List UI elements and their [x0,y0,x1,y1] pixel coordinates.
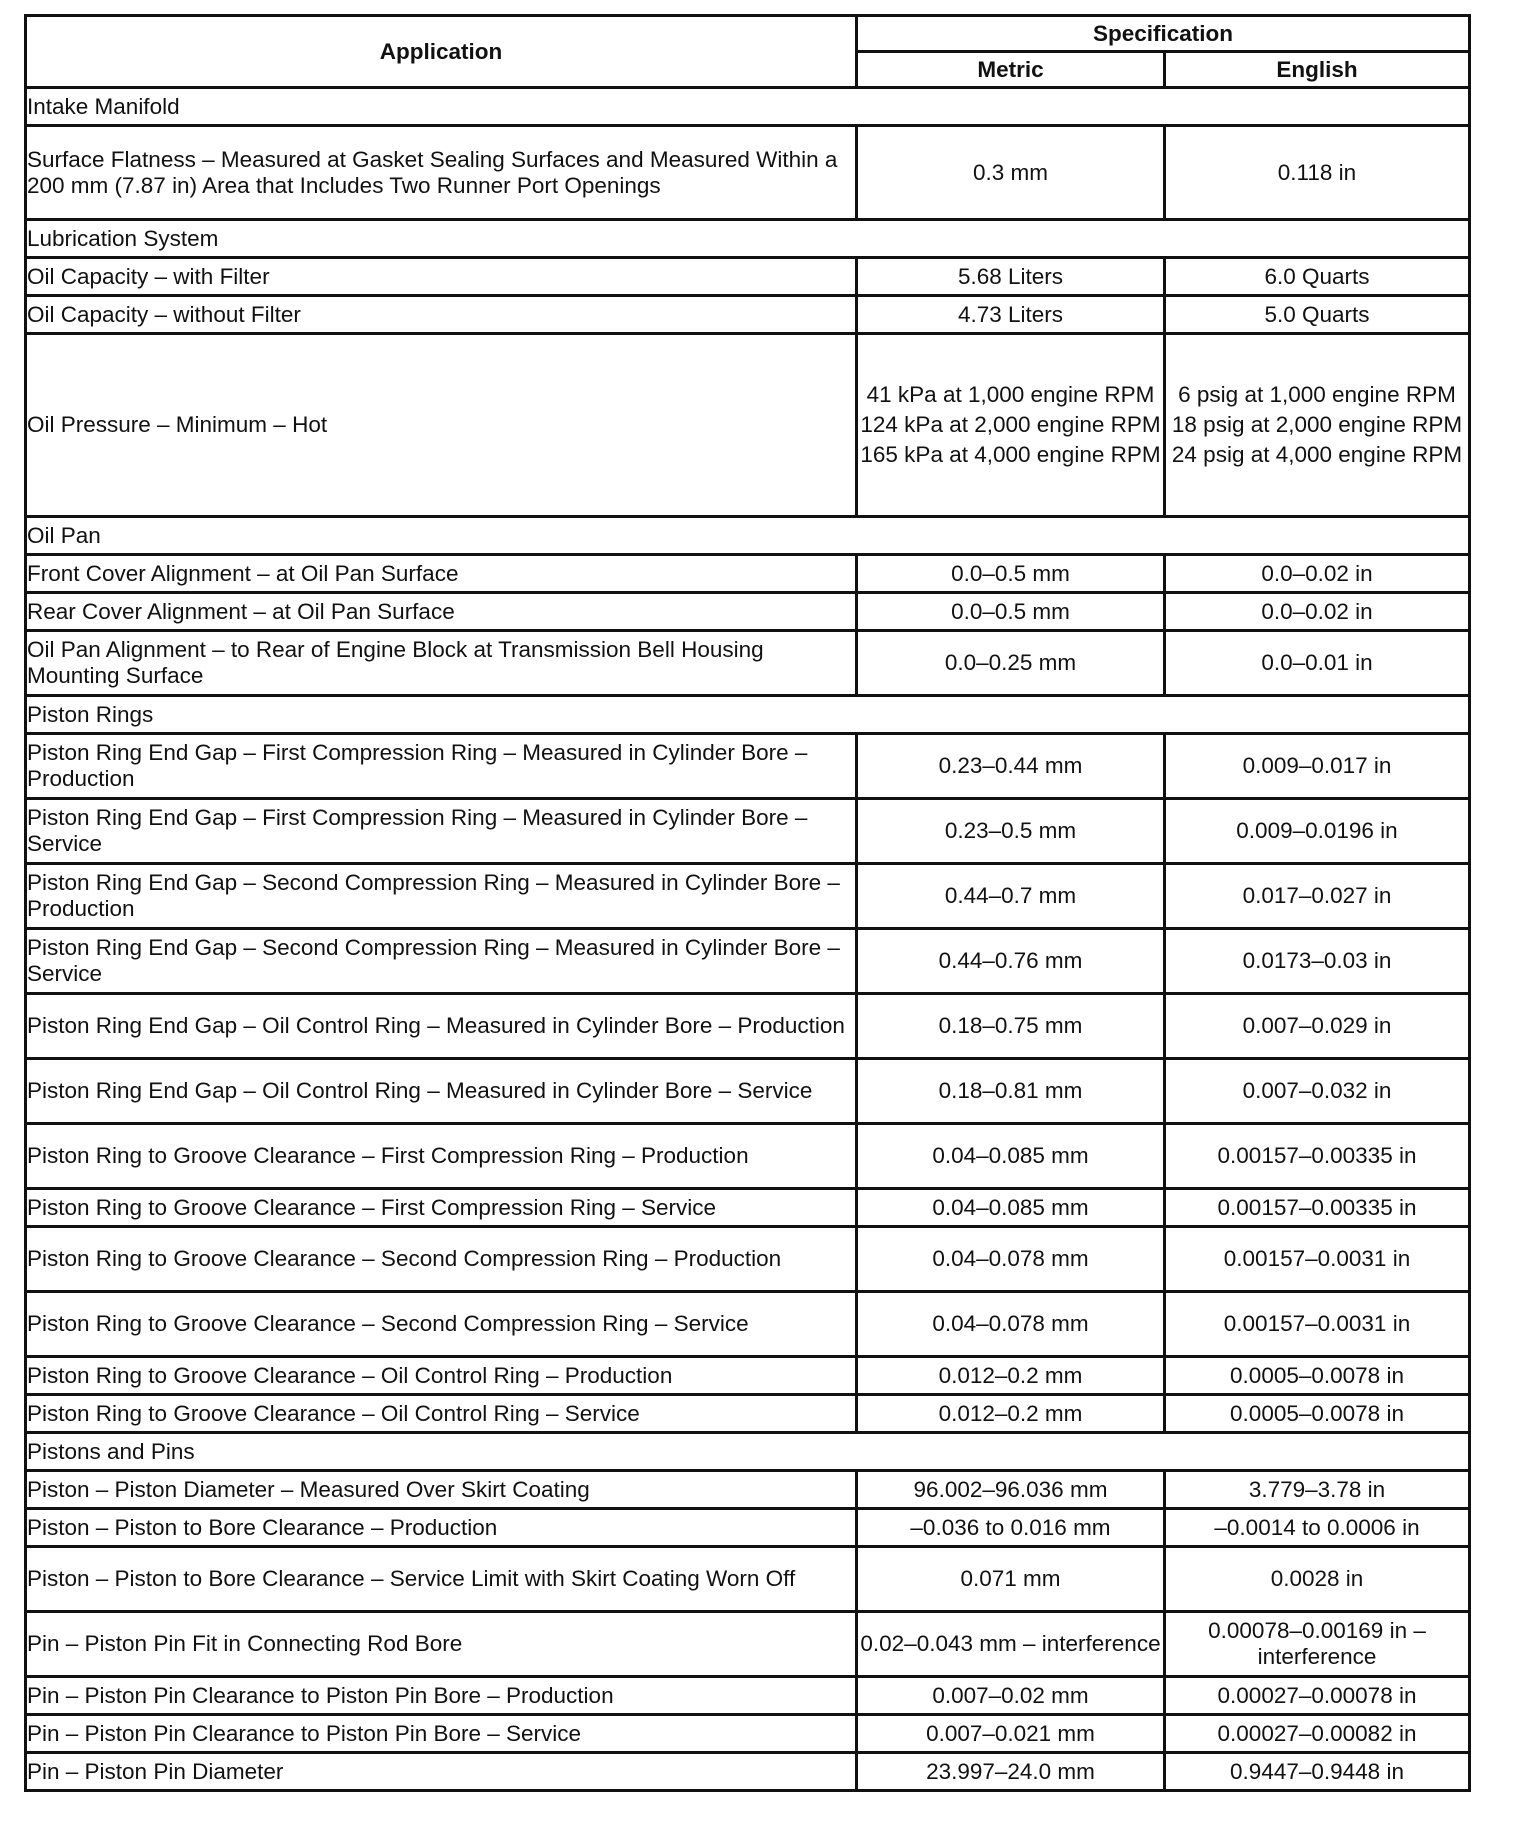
pressure-value: 124 kPa at 2,000 engine RPM [860,412,1161,437]
english-cell: 6.0 Quarts [1165,258,1470,296]
english-cell: 0.007–0.032 in [1165,1059,1470,1124]
application-cell: Oil Capacity – with Filter [26,258,857,296]
table-row [26,1395,1470,1433]
application-cell: Oil Capacity – without Filter [26,296,857,334]
metric-cell: 96.002–96.036 mm [857,1471,1165,1509]
application-header: Application [26,16,857,88]
section-title: Lubrication System [26,220,1470,258]
application-cell: Piston Ring End Gap – Oil Control Ring – Measured in Cylinder Bore – Production [26,994,857,1059]
application-cell: Surface Flatness – Measured at Gasket Sealing Surfaces and Measured Within a 200 mm (7.87 in) Area that Includes Two Runner Port Openings [26,126,857,220]
pressure-value: 6 psig at 1,000 engine RPM [1178,382,1456,407]
table-row [26,126,1470,220]
english-cell: 0.0–0.02 in [1165,555,1470,593]
application-cell: Piston Ring to Groove Clearance – First Compression Ring – Service [26,1189,857,1227]
table-row [26,1124,1470,1189]
metric-cell: 0.18–0.81 mm [857,1059,1165,1124]
table-row [26,1509,1470,1547]
pressure-value: 165 kPa at 4,000 engine RPM [860,442,1161,467]
metric-cell: 0.007–0.021 mm [857,1715,1165,1753]
english-cell: 0.00157–0.00335 in [1165,1124,1470,1189]
english-cell: 0.00157–0.0031 in [1165,1227,1470,1292]
metric-cell: 5.68 Liters [857,258,1165,296]
application-cell: Piston Ring End Gap – Second Compression Ring – Measured in Cylinder Bore – Production [26,864,857,929]
english-cell: 0.00027–0.00078 in [1165,1677,1470,1715]
metric-cell: –0.036 to 0.016 mm [857,1509,1165,1547]
application-cell: Piston – Piston to Bore Clearance – Production [26,1509,857,1547]
application-cell: Piston Ring End Gap – Second Compression Ring – Measured in Cylinder Bore – Service [26,929,857,994]
table-row [26,799,1470,864]
section-row [26,88,1470,126]
application-cell: Piston Ring End Gap – First Compression Ring – Measured in Cylinder Bore – Production [26,734,857,799]
section-title: Piston Rings [26,696,1470,734]
application-cell: Oil Pressure – Minimum – Hot [26,334,857,517]
english-cell: 0.009–0.017 in [1165,734,1470,799]
specification-table [24,14,1471,1792]
metric-cell: 0.0–0.5 mm [857,593,1165,631]
metric-cell: 0.44–0.76 mm [857,929,1165,994]
metric-cell: 0.18–0.75 mm [857,994,1165,1059]
table-row [26,1547,1470,1612]
application-cell: Piston Ring to Groove Clearance – Second Compression Ring – Production [26,1227,857,1292]
english-cell: 3.779–3.78 in [1165,1471,1470,1509]
table-row [26,1471,1470,1509]
application-cell: Piston Ring End Gap – First Compression Ring – Measured in Cylinder Bore – Service [26,799,857,864]
table-row [26,1715,1470,1753]
metric-cell: 0.23–0.5 mm [857,799,1165,864]
metric-cell: 0.02–0.043 mm – interference [857,1612,1165,1677]
table-row [26,929,1470,994]
pressure-value: 18 psig at 2,000 engine RPM [1171,412,1463,437]
metric-cell: 0.44–0.7 mm [857,864,1165,929]
metric-cell: 0.0–0.5 mm [857,555,1165,593]
application-cell: Front Cover Alignment – at Oil Pan Surface [26,555,857,593]
table-row-oil-pressure [26,334,1470,517]
specification-header: Specification [857,16,1470,52]
metric-cell: 0.3 mm [857,126,1165,220]
section-row [26,220,1470,258]
metric-cell: 0.071 mm [857,1547,1165,1612]
table-row [26,555,1470,593]
english-cell: 0.017–0.027 in [1165,864,1470,929]
english-cell: 0.00078–0.00169 in – interference [1165,1612,1470,1677]
english-cell: –0.0014 to 0.0006 in [1165,1509,1470,1547]
application-cell: Rear Cover Alignment – at Oil Pan Surface [26,593,857,631]
metric-cell: 0.012–0.2 mm [857,1357,1165,1395]
metric-cell: 0.04–0.085 mm [857,1124,1165,1189]
english-cell: 0.0005–0.0078 in [1165,1395,1470,1433]
metric-cell: 0.04–0.078 mm [857,1227,1165,1292]
application-cell: Pin – Piston Pin Clearance to Piston Pin Bore – Service [26,1715,857,1753]
table-body [26,88,1470,1791]
section-row [26,1433,1470,1471]
english-cell: 0.0173–0.03 in [1165,929,1470,994]
table-row [26,734,1470,799]
english-cell: 0.0005–0.0078 in [1165,1357,1470,1395]
application-cell: Piston – Piston Diameter – Measured Over Skirt Coating [26,1471,857,1509]
english-cell [1165,334,1470,517]
application-cell: Pin – Piston Pin Diameter [26,1753,857,1791]
table-row [26,1357,1470,1395]
table-row [26,1227,1470,1292]
table-row [26,1753,1470,1791]
english-cell: 0.00027–0.00082 in [1165,1715,1470,1753]
section-title: Oil Pan [26,517,1470,555]
table-row [26,1612,1470,1677]
application-cell: Piston Ring End Gap – Oil Control Ring – Measured in Cylinder Bore – Service [26,1059,857,1124]
section-title: Intake Manifold [26,88,1470,126]
english-cell: 5.0 Quarts [1165,296,1470,334]
metric-cell: 0.007–0.02 mm [857,1677,1165,1715]
metric-cell: 0.012–0.2 mm [857,1395,1165,1433]
pressure-value: 24 psig at 4,000 engine RPM [1171,442,1463,467]
table-row [26,864,1470,929]
table-row [26,258,1470,296]
metric-cell [857,334,1165,517]
english-header: English [1165,52,1470,88]
application-cell: Piston Ring to Groove Clearance – Second Compression Ring – Service [26,1292,857,1357]
english-cell: 0.00157–0.00335 in [1165,1189,1470,1227]
metric-cell: 0.04–0.078 mm [857,1292,1165,1357]
application-cell: Pin – Piston Pin Clearance to Piston Pin Bore – Production [26,1677,857,1715]
section-row [26,696,1470,734]
table-row [26,1677,1470,1715]
english-cell: 0.00157–0.0031 in [1165,1292,1470,1357]
english-cell: 0.0–0.02 in [1165,593,1470,631]
table-row [26,1059,1470,1124]
table-row [26,296,1470,334]
english-cell: 0.118 in [1165,126,1470,220]
section-row [26,517,1470,555]
application-cell: Oil Pan Alignment – to Rear of Engine Block at Transmission Bell Housing Mounting Surface [26,631,857,696]
application-cell: Piston Ring to Groove Clearance – Oil Control Ring – Service [26,1395,857,1433]
table-row [26,1189,1470,1227]
metric-cell: 0.04–0.085 mm [857,1189,1165,1227]
application-cell: Piston Ring to Groove Clearance – Oil Control Ring – Production [26,1357,857,1395]
metric-cell: 23.997–24.0 mm [857,1753,1165,1791]
metric-header: Metric [857,52,1165,88]
metric-cell: 0.0–0.25 mm [857,631,1165,696]
english-cell: 0.009–0.0196 in [1165,799,1470,864]
english-cell: 0.0–0.01 in [1165,631,1470,696]
application-cell: Piston – Piston to Bore Clearance – Service Limit with Skirt Coating Worn Off [26,1547,857,1612]
english-cell: 0.0028 in [1165,1547,1470,1612]
pressure-value: 41 kPa at 1,000 engine RPM [866,382,1155,407]
table-row [26,593,1470,631]
table-row [26,1292,1470,1357]
table-row [26,631,1470,696]
section-title: Pistons and Pins [26,1433,1470,1471]
metric-cell: 0.23–0.44 mm [857,734,1165,799]
application-cell: Pin – Piston Pin Fit in Connecting Rod Bore [26,1612,857,1677]
table-row [26,994,1470,1059]
application-cell: Piston Ring to Groove Clearance – First Compression Ring – Production [26,1124,857,1189]
metric-cell: 4.73 Liters [857,296,1165,334]
english-cell: 0.9447–0.9448 in [1165,1753,1470,1791]
english-cell: 0.007–0.029 in [1165,994,1470,1059]
